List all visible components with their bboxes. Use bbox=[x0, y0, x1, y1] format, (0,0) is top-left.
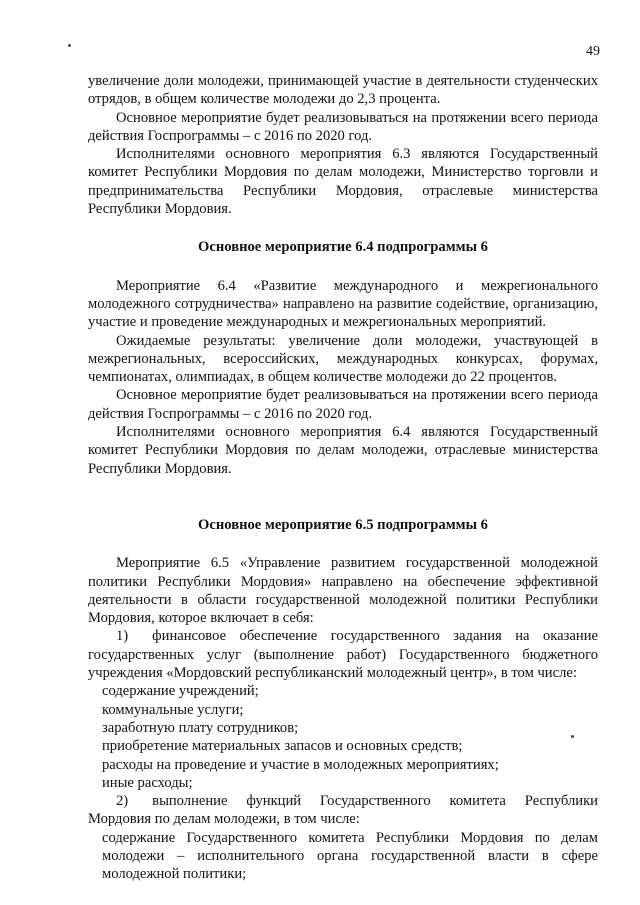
list-item-2 bbox=[88, 792, 598, 829]
paragraph: Ожидаемые результаты: увеличение доли молодежи, участвующей в межрегиональных, всероссийских, международных конкурсах, форумах, чемпионатах, олимпиадах, в общем количестве молодежи до 22 процентов. bbox=[88, 332, 598, 386]
section-heading-6-5: Основное мероприятие 6.5 подпрограммы 6 bbox=[198, 516, 488, 533]
paragraph: Исполнителями основного мероприятия 6.3 являются Государственный комитет Республики Мордовия по делам молодежи, Министерство торговли и предпринимательства Республики Мордовия, отраслевые министерства Республики Мордовия. bbox=[88, 146, 598, 218]
paragraph: Исполнителями основного мероприятия 6.4 являются Государственный комитет Республики Мордовия по делам молодежи, отраслевые министерства Республики Мордовия. bbox=[88, 424, 598, 477]
paragraph: Мероприятие 6.5 «Управление развитием государственной молодежной политики Республики Мордовия» направлено на обеспечение эффективной деятельности в области государственной молодежной политики Республики Мордовия, которое включает в себя: bbox=[88, 555, 598, 627]
sub-item: расходы на проведение и участие в молодежных мероприятиях; bbox=[102, 756, 499, 773]
sub-item: заработную плату сотрудников; bbox=[102, 719, 299, 736]
section-heading-6-4: Основное мероприятие 6.4 подпрограммы 6 bbox=[198, 239, 488, 256]
paragraph-continuation: увеличение доли молодежи, принимающей участие в деятельности студенческих отрядов, в общем количестве молодежи до 2,3 процента. bbox=[88, 73, 598, 108]
list-text: выполнение функций Государственного комитета Республики Мордовия по делам молодежи, в том числе: bbox=[88, 793, 598, 828]
list-number: 1) bbox=[116, 628, 129, 645]
paragraph: Основное мероприятие будет реализовываться на протяжении всего периода действия Госпрограммы – с 2016 по 2020 год. bbox=[88, 387, 598, 422]
sub-item: коммунальные услуги; bbox=[102, 701, 244, 718]
scan-speck bbox=[68, 44, 71, 47]
sub-item: содержание учреждений; bbox=[102, 683, 259, 700]
sub-item: приобретение материальных запасов и основных средств; bbox=[102, 738, 463, 755]
list-number: 2) bbox=[116, 793, 129, 810]
document-body bbox=[88, 72, 598, 884]
sub-item: иные расходы; bbox=[102, 774, 193, 791]
list-text: финансовое обеспечение государственного задания на оказание государственных услуг (выполнение работ) Государственного бюджетного учреждения «Мордовский республиканский молодежный центр», в том числе: bbox=[88, 628, 598, 682]
paragraph: Мероприятие 6.4 «Развитие международного и межрегионального молодежного сотрудничества» направлено на развитие содействие, организацию, участие и проведение международных и межрегиональных мероприятий. bbox=[88, 277, 598, 331]
sub-item: содержание Государственного комитета Республики Мордовия по делам молодежи – исполнительного органа государственной власти в сфере молодежной политики; bbox=[102, 829, 598, 883]
paragraph: Основное мероприятие будет реализовываться на протяжении всего периода действия Госпрограммы – с 2016 по 2020 год. bbox=[88, 109, 598, 144]
page-number: 49 bbox=[586, 44, 600, 59]
list-item-1 bbox=[88, 627, 598, 682]
